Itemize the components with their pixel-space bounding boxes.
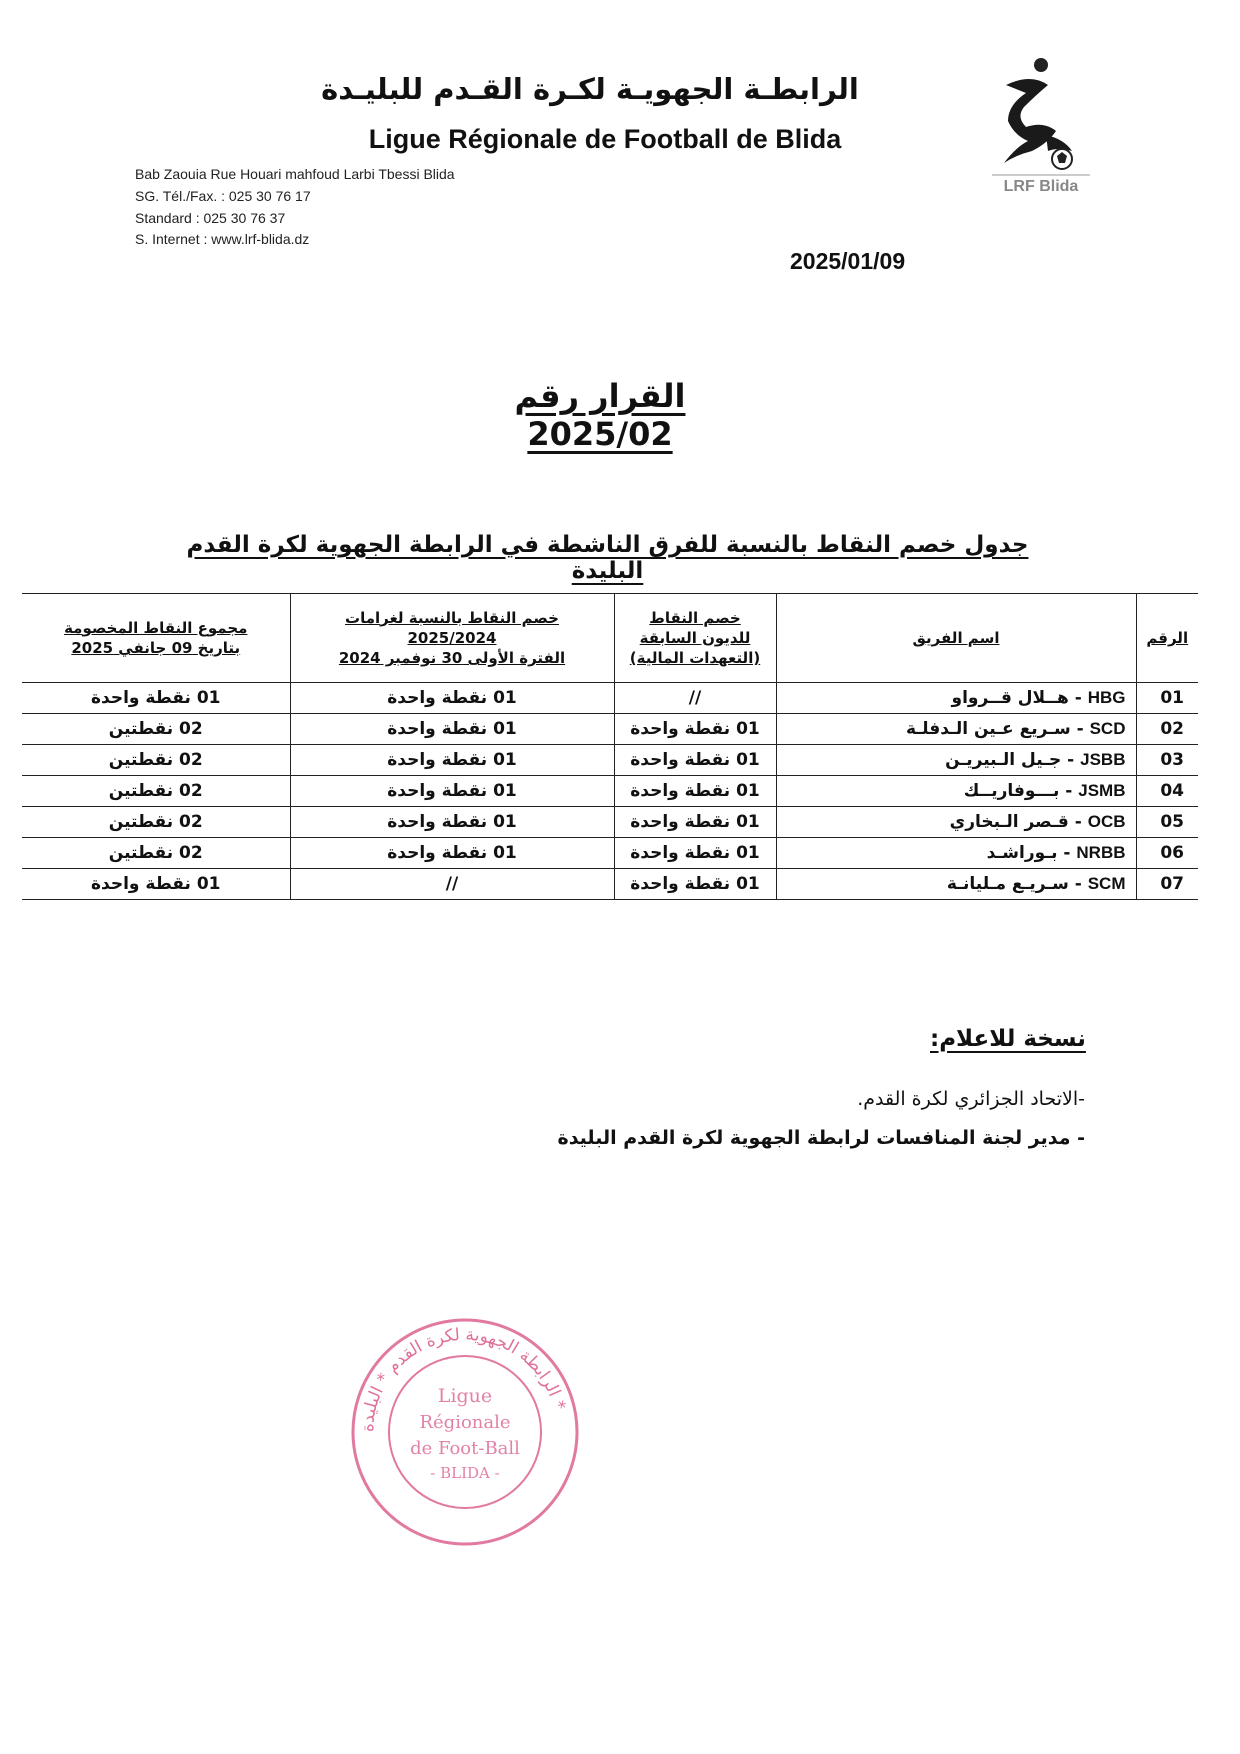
cell-debts: 01 نقطة واحدة — [614, 776, 776, 807]
header-internet: S. Internet : www.lrf-blida.dz — [135, 231, 310, 247]
table-row — [22, 776, 1198, 807]
header-num: الرقم — [1136, 594, 1198, 683]
team-code: JSMB — [1078, 781, 1126, 800]
cell-debts: // — [614, 683, 776, 714]
cell-fines: 01 نقطة واحدة — [290, 683, 614, 714]
cell-num: 05 — [1136, 807, 1198, 838]
header-standard: Standard : 025 30 76 37 — [135, 210, 286, 226]
header-fines — [290, 594, 614, 683]
stamp-seal — [345, 1312, 585, 1552]
football-player-icon — [986, 55, 1096, 195]
official-stamp — [345, 1312, 585, 1552]
cell-fines: 01 نقطة واحدة — [290, 714, 614, 745]
team-separator: - — [1068, 874, 1088, 894]
copies-title: نسخة للاعلام: — [930, 1026, 1086, 1052]
header-total-line2: بتاريخ 09 جانفي 2025 — [71, 639, 241, 657]
cell-fines: 01 نقطة واحدة — [290, 838, 614, 869]
team-code: SCM — [1087, 874, 1126, 893]
cell-num: 07 — [1136, 869, 1198, 900]
cell-team — [776, 683, 1136, 714]
stamp-line-2: Régionale — [419, 1412, 511, 1433]
stamp-ring-text: الرابطة الجهوية لكرة القدم * البليدة * — [357, 1324, 570, 1433]
header-team: اسم الفريق — [776, 594, 1136, 683]
team-code: SCD — [1089, 719, 1126, 738]
cell-total: 01 نقطة واحدة — [22, 683, 290, 714]
team-separator: - — [1070, 719, 1090, 739]
table-row — [22, 683, 1198, 714]
cell-team — [776, 745, 1136, 776]
logo-text: LRF Blida — [1003, 178, 1079, 195]
cell-num: 06 — [1136, 838, 1198, 869]
header-total — [22, 594, 290, 683]
document-date: 2025/01/09 — [790, 248, 906, 274]
header-debts — [614, 594, 776, 683]
cell-debts: 01 نقطة واحدة — [614, 714, 776, 745]
header-total-line1: مجموع النقاط المخصومة — [64, 618, 248, 637]
cell-fines: 01 نقطة واحدة — [290, 745, 614, 776]
cell-team — [776, 714, 1136, 745]
points-deduction-table — [22, 593, 1198, 900]
team-code: NRBB — [1076, 843, 1126, 862]
cell-debts: 01 نقطة واحدة — [614, 869, 776, 900]
header-debts-line3: (التعهدات المالية) — [629, 649, 761, 668]
header-debts-line1: خصم النقاط — [649, 608, 741, 627]
stamp-line-1: Ligue — [437, 1385, 493, 1407]
header-address: Bab Zaouia Rue Houari mahfoud Larbi Tbessi Blida — [135, 166, 455, 182]
stamp-line-4: - BLIDA - — [430, 1464, 500, 1482]
stamp-line-3: de Foot-Ball — [410, 1438, 520, 1459]
team-separator: - — [1068, 812, 1088, 832]
cell-fines: // — [290, 869, 614, 900]
cell-total: 02 نقطتين — [22, 745, 290, 776]
cell-fines: 01 نقطة واحدة — [290, 807, 614, 838]
cell-debts: 01 نقطة واحدة — [614, 745, 776, 776]
cell-total: 02 نقطتين — [22, 838, 290, 869]
cell-num: 03 — [1136, 745, 1198, 776]
team-name: هــلال قــرواو — [951, 688, 1069, 708]
team-code: HBG — [1087, 688, 1126, 707]
header-title-arabic: الرابطـة الجهويـة لكـرة القـدم للبليـدة — [321, 72, 859, 106]
cell-total: 02 نقطتين — [22, 776, 290, 807]
team-name: سـريـع مـليانـة — [946, 874, 1069, 894]
cell-total: 02 نقطتين — [22, 714, 290, 745]
header-fines-line2: 2025/2024 — [407, 628, 497, 647]
cell-team — [776, 838, 1136, 869]
team-name: سـريع عـين الـدفلـة — [906, 719, 1071, 739]
cell-fines: 01 نقطة واحدة — [290, 776, 614, 807]
header-debts-line2: للديون السابقة — [639, 628, 751, 647]
decision-title: القرار رقم 2025/02 — [514, 377, 686, 453]
team-separator: - — [1068, 688, 1088, 708]
table-row — [22, 807, 1198, 838]
team-separator: - — [1057, 843, 1077, 863]
copy-item-1: -الاتحاد الجزائري لكرة القدم. — [857, 1088, 1085, 1110]
team-name: بـوراشـد — [986, 843, 1058, 863]
team-name: جـيل الـبيريـن — [945, 750, 1062, 770]
cell-debts: 01 نقطة واحدة — [614, 838, 776, 869]
team-separator: - — [1059, 781, 1079, 801]
header-tel-fax: SG. Tél./Fax. : 025 30 76 17 — [135, 188, 311, 204]
cell-num: 01 — [1136, 683, 1198, 714]
copy-item-2: - مدير لجنة المنافسات لرابطة الجهوية لكرة القدم البليدة — [557, 1127, 1085, 1149]
team-name: قـصر الـبخاري — [949, 812, 1069, 832]
cell-total: 02 نقطتين — [22, 807, 290, 838]
cell-num: 04 — [1136, 776, 1198, 807]
header-fines-line3: الفترة الأولى 30 نوفمبر 2024 — [338, 649, 566, 668]
header-fines-line1: خصم النقاط بالنسبة لغرامات — [345, 608, 559, 627]
header-title-french: Ligue Régionale de Football de Blida — [368, 124, 842, 154]
table-row — [22, 838, 1198, 869]
table-row — [22, 745, 1198, 776]
table-row — [22, 714, 1198, 745]
cell-num: 02 — [1136, 714, 1198, 745]
cell-team — [776, 776, 1136, 807]
table-row — [22, 869, 1198, 900]
league-logo — [986, 55, 1096, 195]
cell-team — [776, 869, 1136, 900]
table-header-row — [22, 594, 1198, 683]
cell-team — [776, 807, 1136, 838]
team-name: بـــوفاريــك — [963, 781, 1060, 801]
team-code: OCB — [1087, 812, 1126, 831]
table-title: جدول خصم النقاط بالنسبة للفرق الناشطة في الرابطة الجهوية لكرة القدم البليدة — [186, 532, 1029, 584]
cell-debts: 01 نقطة واحدة — [614, 807, 776, 838]
team-separator: - — [1061, 750, 1081, 770]
team-code: JSBB — [1080, 750, 1126, 769]
cell-total: 01 نقطة واحدة — [22, 869, 290, 900]
